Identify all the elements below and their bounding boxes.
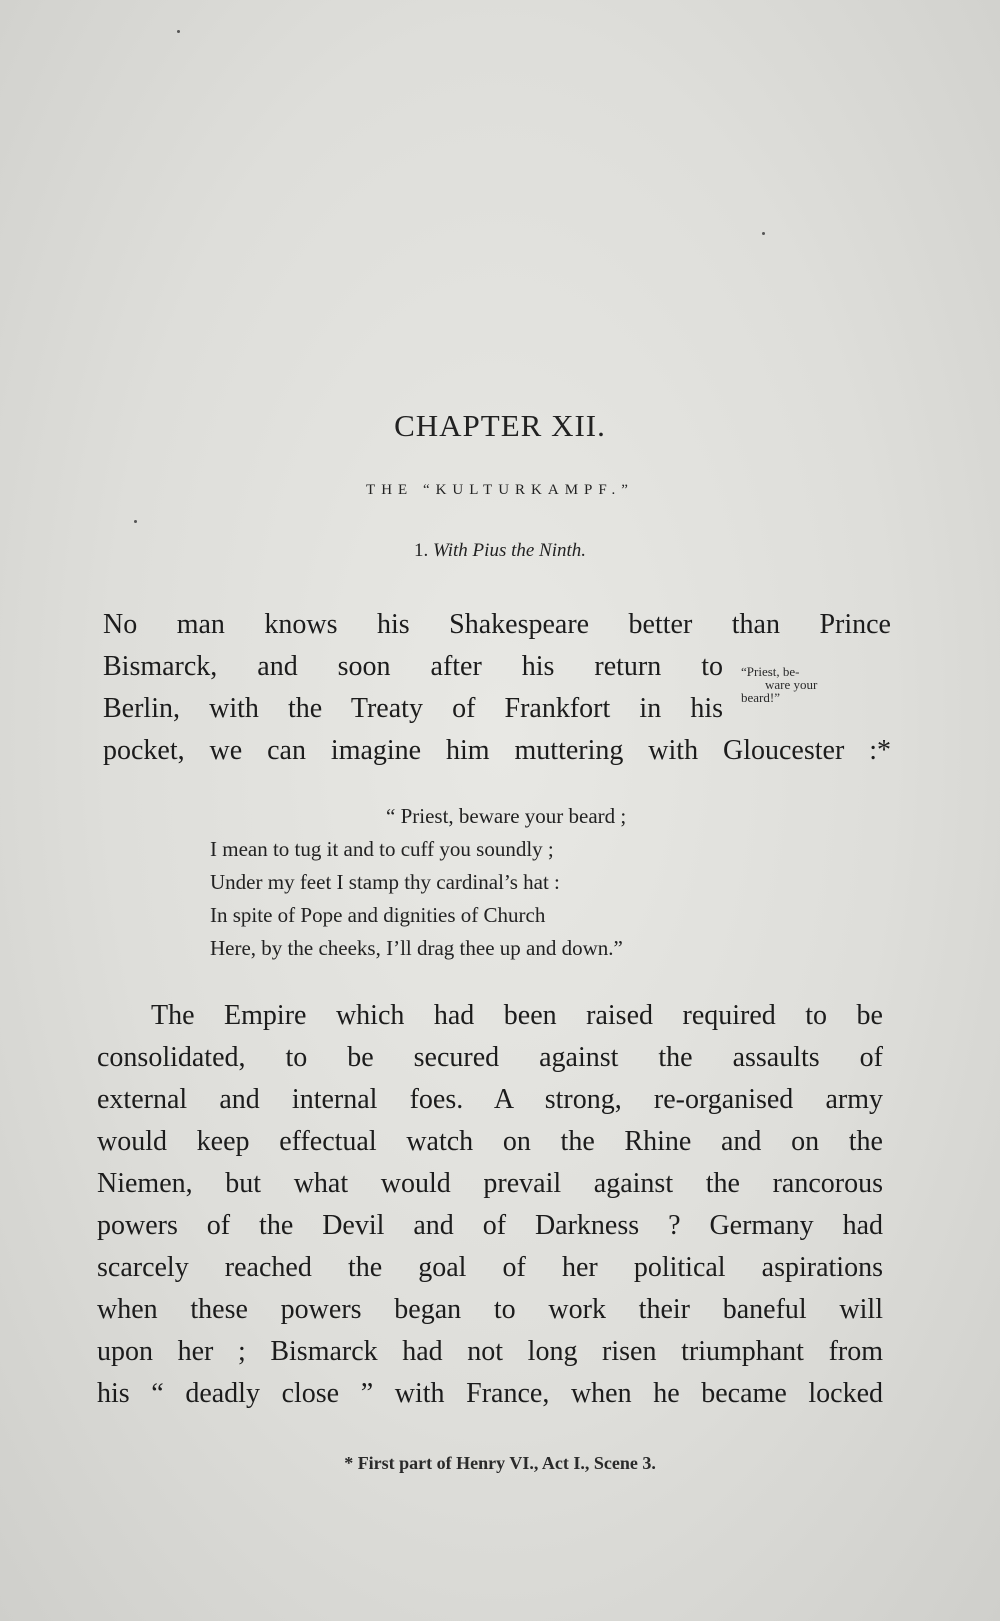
text-line: Berlin, with the Treaty of Frankfort in his: [103, 693, 723, 724]
text-line: Niemen, but what would prevail against the rancorous: [97, 1168, 883, 1199]
margin-note-line: beard!”: [741, 690, 780, 705]
chapter-title: THE “KULTURKAMPF.”: [366, 482, 634, 498]
text-line: powers of the Devil and of Darkness ? Germany had: [97, 1210, 883, 1241]
margin-note: [741, 665, 871, 704]
text-line: No man knows his Shakespeare better than Prince: [103, 609, 891, 640]
paper-speck: [762, 232, 765, 235]
chapter-heading: CHAPTER XII.: [394, 408, 606, 443]
text-line: scarcely reached the goal of her political aspirations: [97, 1252, 883, 1283]
text-line: upon her ; Bismarck had not long risen triumphant from: [97, 1336, 883, 1367]
text-line: when these powers began to work their baneful will: [97, 1294, 883, 1325]
text-line: Bismarck, and soon after his return to: [103, 651, 723, 682]
margin-note-line: “Priest, be-: [741, 664, 800, 679]
paper-speck: [134, 520, 137, 523]
text-line: pocket, we can imagine him muttering with Gloucester :*: [103, 735, 891, 766]
text-line: The Empire which had been raised required to be: [151, 1000, 883, 1031]
text-line: would keep effectual watch on the Rhine and on the: [97, 1126, 883, 1157]
subsection-title: With Pius the Ninth.: [432, 540, 587, 561]
quote-line: Under my feet I stamp thy cardinal’s hat :: [210, 870, 560, 894]
subsection-heading: [0, 540, 1000, 562]
text-line: external and internal foes. A strong, re-organised army: [97, 1084, 883, 1115]
paper-speck: [177, 30, 180, 33]
block-quote: [210, 800, 770, 965]
subsection-number: 1.: [413, 540, 429, 561]
quote-line: I mean to tug it and to cuff you soundly ;: [210, 837, 554, 861]
margin-note-line: ware your: [765, 677, 818, 692]
reverse-page-bleed-through: [110, 195, 900, 235]
quote-line: In spite of Pope and dignities of Church: [210, 903, 546, 927]
footnote: * First part of Henry VI., Act I., Scene 3.: [344, 1453, 656, 1473]
quote-line: “ Priest, beware your beard ;: [386, 804, 627, 828]
text-line: consolidated, to be secured against the assaults of: [97, 1042, 883, 1073]
paragraph-body: [97, 995, 883, 1415]
quote-line: Here, by the cheeks, I’ll drag thee up and down.”: [210, 936, 623, 960]
text-line: his “ deadly close ” with France, when he became locked: [97, 1378, 883, 1409]
